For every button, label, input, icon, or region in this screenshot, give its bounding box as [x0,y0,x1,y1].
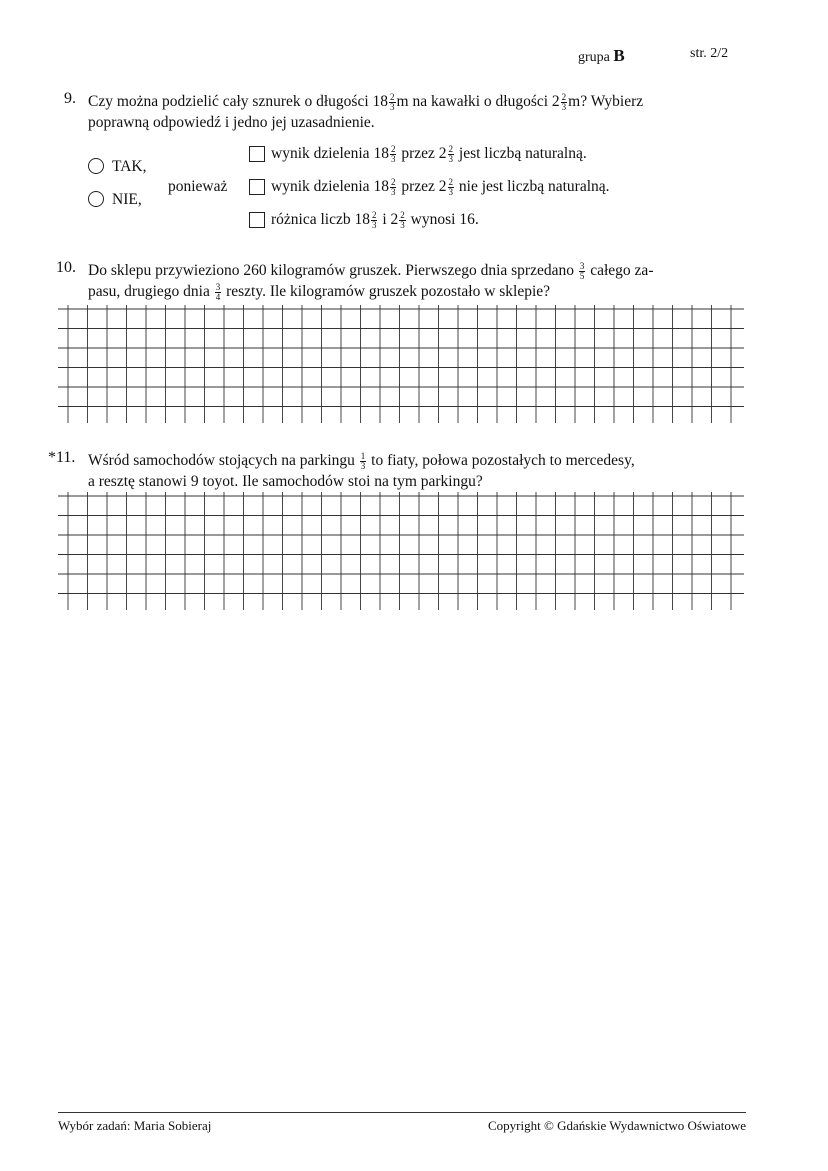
q11-text: Wśród samochodów stojących na parkingu $\frac{1}{3}$ to fiaty, połowa pozostałych to mercedesy, a resztę stanowi 9 toyot. Ile samochodów stoi na tym parkingu? [88,450,635,490]
footer-copyright: Copyright © Gdańskie Wydawnictwo Oświatowe [488,1118,746,1133]
group-label [578,46,625,66]
radio-no[interactable] [88,191,104,207]
footer-divider [58,1112,746,1113]
reason-2: wynik dzielenia 18 $\frac{2}{3}$ przez 2 $\frac{2}{3}$ nie jest liczbą naturalną. [271,176,610,197]
page-number: str. 2/2 [690,46,729,61]
option-no-label: NIE, [112,191,142,208]
option-yes-label: TAK, [112,158,147,175]
fraction: $\frac{2}{3}$ [561,91,567,112]
q11-number: *11. [48,449,76,466]
footer-author: Wybór zadań: Maria Sobieraj [58,1118,212,1133]
group-prefix: grupa [578,50,610,65]
group-letter: B [613,46,625,65]
q9-number: 9. [64,90,76,107]
radio-yes[interactable] [88,158,104,174]
reason-1: wynik dzielenia 18 $\frac{2}{3}$ przez 2 $\frac{2}{3}$ jest liczbą naturalną. [271,143,587,164]
q10-text: Do sklepu przywieziono 260 kilogramów gruszek. Pierwszego dnia sprzedano $\frac{3}{5}$ całego za- pasu, drugiego dnia $\frac{3}{4}$ reszty. Ile kilogramów gruszek pozostało w sklepie? [88,260,654,302]
checkbox-reason-1[interactable] [249,146,265,162]
checkbox-reason-2[interactable] [249,179,265,195]
because-label: ponieważ [168,178,228,195]
checkbox-reason-3[interactable] [249,212,265,228]
fraction: $\frac{2}{3}$ [390,91,395,112]
reason-3: różnica liczb 18 $\frac{2}{3}$ i 2 $\frac{2}{3}$ wynosi 16. [271,209,479,230]
q10-answer-grid[interactable] [58,305,744,423]
q9-text: Czy można podzielić cały sznurek o długości 18 $\frac{2}{3}$ m na kawałki o długości 2 $\frac{2}{3}$ m? Wybierz poprawną odpowiedź i jedno jej uzasadnienie. [88,91,644,131]
q11-answer-grid[interactable] [58,492,744,610]
q10-number: 10. [56,259,76,276]
